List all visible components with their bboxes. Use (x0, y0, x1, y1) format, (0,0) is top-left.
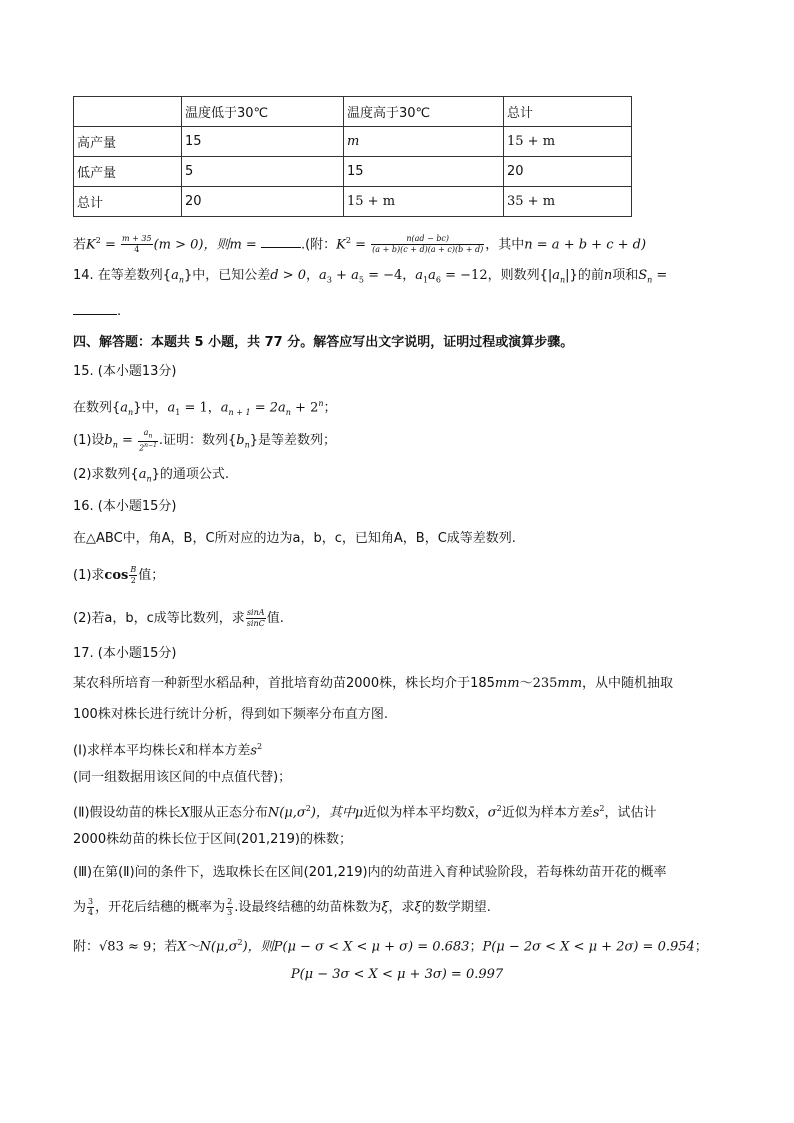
question-16-part-1: (1)求cos $\frac{B}{2}$ 值； (73, 565, 165, 585)
question-16-stem: 在△ABC中，角A，B，C所对应的边为a，b，c，已知角A，B，C成等差数列. (73, 531, 516, 546)
appendix-line-2: P(μ − 3σ < X < μ + 3σ) = 0.997 (290, 967, 504, 982)
table-cell: 温度高于30℃ (344, 97, 504, 127)
table-cell: 低产量 (74, 157, 182, 187)
question-13-formula: 若$K^2$ = $\frac{m + 35}{4}$ (m > 0)，则m = .(附：$K^2$ = $\frac{n(ad - bc)}{(a + b)(c + d)(a + c)(b + d)}$ ，其中n = a + b + c + d) (73, 234, 647, 255)
fraction: $\frac{3}{4}$ (88, 897, 94, 917)
question-17-part-1: (Ⅰ)求样本平均株长x̄和样本方差$s^2$ (73, 742, 263, 759)
table-cell: m (344, 127, 504, 157)
question-17-title: 17. (本小题15分) (73, 646, 177, 661)
fraction: $\frac{a_n}{2^{n-1}}$ (139, 428, 157, 453)
question-17-part-2b: 2000株幼苗的株长位于区间(201,219)的株数； (73, 832, 352, 847)
table-cell: 总计 (504, 97, 632, 127)
fraction: $\frac{n(ad - bc)}{(a + b)(c + d)(a + c)(b + d)}$ (372, 234, 484, 255)
table-cell: 15 (182, 127, 344, 157)
table-row (74, 127, 632, 157)
question-15-part-1: (1)设$b_n$ = $\frac{a_n}{2^{n-1}}$ .证明：数列$\{b_n\}$是等差数列； (73, 428, 337, 453)
table-cell: 15 + m (504, 127, 632, 157)
table-cell: 高产量 (74, 127, 182, 157)
question-15-part-2: (2)求数列$\{a_n\}$的通项公式. (73, 467, 230, 484)
question-17-part-1-note: (同一组数据用该区间的中点值代替)； (73, 770, 292, 785)
fraction: $\frac{B}{2}$ (130, 565, 137, 585)
table-cell: 35 + m (504, 187, 632, 217)
question-17-part-2: (Ⅱ)假设幼苗的株长X服从正态分布$N(\mu,\sigma^2)$，其中μ近似为样本平均数x̄，$\sigma^2$近似为样本方差$s^2$，试估计 (73, 804, 657, 821)
fraction: $\frac{m + 35}{4}$ (122, 234, 152, 255)
question-14-blank: . (73, 302, 121, 321)
table-row (74, 187, 632, 217)
table-cell: 20 (504, 157, 632, 187)
question-15-title: 15. (本小题13分) (73, 364, 177, 379)
answer-blank (261, 235, 301, 248)
table-header-row (74, 97, 632, 127)
table-cell: 15 (344, 157, 504, 187)
table-cell: 15 + m (344, 187, 504, 217)
answer-blank (73, 302, 117, 315)
question-14: 14. 在等差数列$\{a_n\}$中，已知公差d > 0，$a_3 + a_5 = -4$，$a_1a_6 = -12$，则数列$\{|a_n|\}$的前n项和$S_n$ = (73, 268, 668, 285)
table-cell: 20 (182, 187, 344, 217)
appendix-line-1: 附：√83 ≈ 9；若$X\sim N(\mu,\sigma^2)$，则P(μ − σ < X < μ + σ) = 0.683；P(μ − 2σ < X < μ + 2σ) = 0.954； (73, 938, 708, 955)
question-16-title: 16. (本小题15分) (73, 499, 177, 514)
fraction: $\frac{\sin A}{\sin C}$ (246, 608, 265, 628)
contingency-table (73, 96, 632, 217)
table-cell: 5 (182, 157, 344, 187)
table-cell (74, 97, 182, 127)
table-cell: 总计 (74, 187, 182, 217)
table-cell: 温度低于30℃ (182, 97, 344, 127)
table-row (74, 157, 632, 187)
fraction: $\frac{2}{3}$ (227, 897, 233, 917)
section-heading: 四、解答题：本题共 5 小题，共 77 分。解答应写出文字说明，证明过程或演算步骤。 (73, 335, 574, 350)
question-17-part-3b: 为 $\frac{3}{4}$ ，开花后结穗的概率为 $\frac{2}{3}$ .设最终结穗的幼苗株数为ξ，求ξ的数学期望. (73, 897, 491, 917)
question-16-part-2: (2)若a，b，c成等比数列，求 $\frac{\sin A}{\sin C}$ 值. (73, 608, 284, 628)
question-15-stem: 在数列$\{a_n\}$中，$a_1 = 1$，$a_{n + 1} = 2a_n + 2^n$； (73, 399, 337, 417)
question-17-stem-2: 100株对株长进行统计分析，得到如下频率分布直方图. (73, 707, 388, 722)
question-17-stem: 某农科所培育一种新型水稻品种，首批培育幼苗2000株，株长均介于185mm～235mm，从中随机抽取 (73, 676, 674, 691)
question-17-part-3: (Ⅲ)在第(Ⅱ)问的条件下，选取株长在区间(201,219)内的幼苗进入育种试验阶段，若每株幼苗开花的概率 (73, 865, 667, 880)
